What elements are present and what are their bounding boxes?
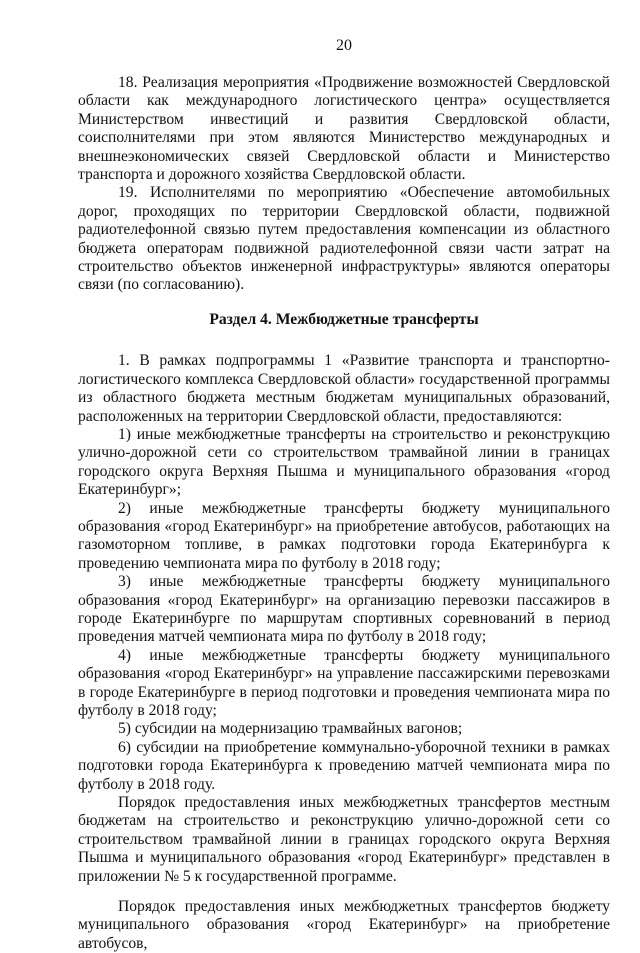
- list-item-3: 3) иные межбюджетные трансферты бюджету муниципального образования «город Екатеринбург» на организацию перевозки пассажиров в городе Екатеринбурге по маршрутам спортивных соревнований в период проведения матчей чемпионата мира по футболу в 2018 году;: [78, 573, 610, 646]
- paragraph-18: 18. Реализация мероприятия «Продвижение возможностей Свердловской области как международного логистического центра» осуществляется Министерством инвестиций и развития Свердловской области, соисполнителями при этом являются Министерство международных и внешнеэкономических связей Свердловской области и Министерство транспорта и дорожного хозяйства Свердловской области.: [78, 74, 610, 184]
- paragraph-intro: 1. В рамках подпрограммы 1 «Развитие транспорта и транспортно-логистического комплекса Свердловской области» государственной программы из областного бюджета местным бюджетам муниципальных образований, расположенных на территории Свердловской области, предоставляются:: [78, 352, 610, 425]
- paragraph-19: 19. Исполнителями по мероприятию «Обеспечение автомобильных дорог, проходящих по территории Свердловской области, подвижной радиотелефонной связью путем предоставления компенсации из областного бюджета операторам подвижной радиотелефонной связи части затрат на строительство объектов инженерной инфраструктуры» являются операторы связи (по согласованию).: [78, 184, 610, 294]
- list-item-2: 2) иные межбюджетные трансферты бюджету муниципального образования «город Екатеринбург» на приобретение автобусов, работающих на газомоторном топливе, в рамках подготовки города Екатеринбурга к проведению чемпионата мира по футболу в 2018 году;: [78, 499, 610, 572]
- paragraph-order-1: Порядок предоставления иных межбюджетных трансфертов местным бюджетам на строительство и реконструкцию улично-дорожной сети со строительством трамвайной линии в границах городского округа Верхняя Пышма и муниципального образования «город Екатеринбург» представлен в приложении № 5 к государственной программе.: [78, 794, 610, 885]
- list-item-4: 4) иные межбюджетные трансферты бюджету муниципального образования «город Екатеринбург» на управление пассажирскими перевозками в городе Екатеринбурге в период подготовки и проведения чемпионата мира по футболу в 2018 году;: [78, 646, 610, 719]
- list-item-5: 5) субсидии на модернизацию трамвайных вагонов;: [118, 720, 463, 738]
- list-item-6: 6) субсидии на приобретение коммунально-уборочной техники в рамках подготовки города Екатеринбурга к проведению матчей чемпионата мира по футболу в 2018 году.: [78, 738, 610, 793]
- paragraph-order-2: Порядок предоставления иных межбюджетных трансфертов бюджету муниципального образования «город Екатеринбург» на приобретение автобусов,: [78, 898, 610, 952]
- list-item-1: 1) иные межбюджетные трансферты на строительство и реконструкцию улично-дорожной сети со строительством трамвайной линии в границах городского округа Верхняя Пышма и муниципального образования «город Екатеринбург»;: [78, 425, 610, 499]
- section-title: Раздел 4. Межбюджетные трансферты: [209, 310, 479, 328]
- page-number: 20: [336, 37, 352, 54]
